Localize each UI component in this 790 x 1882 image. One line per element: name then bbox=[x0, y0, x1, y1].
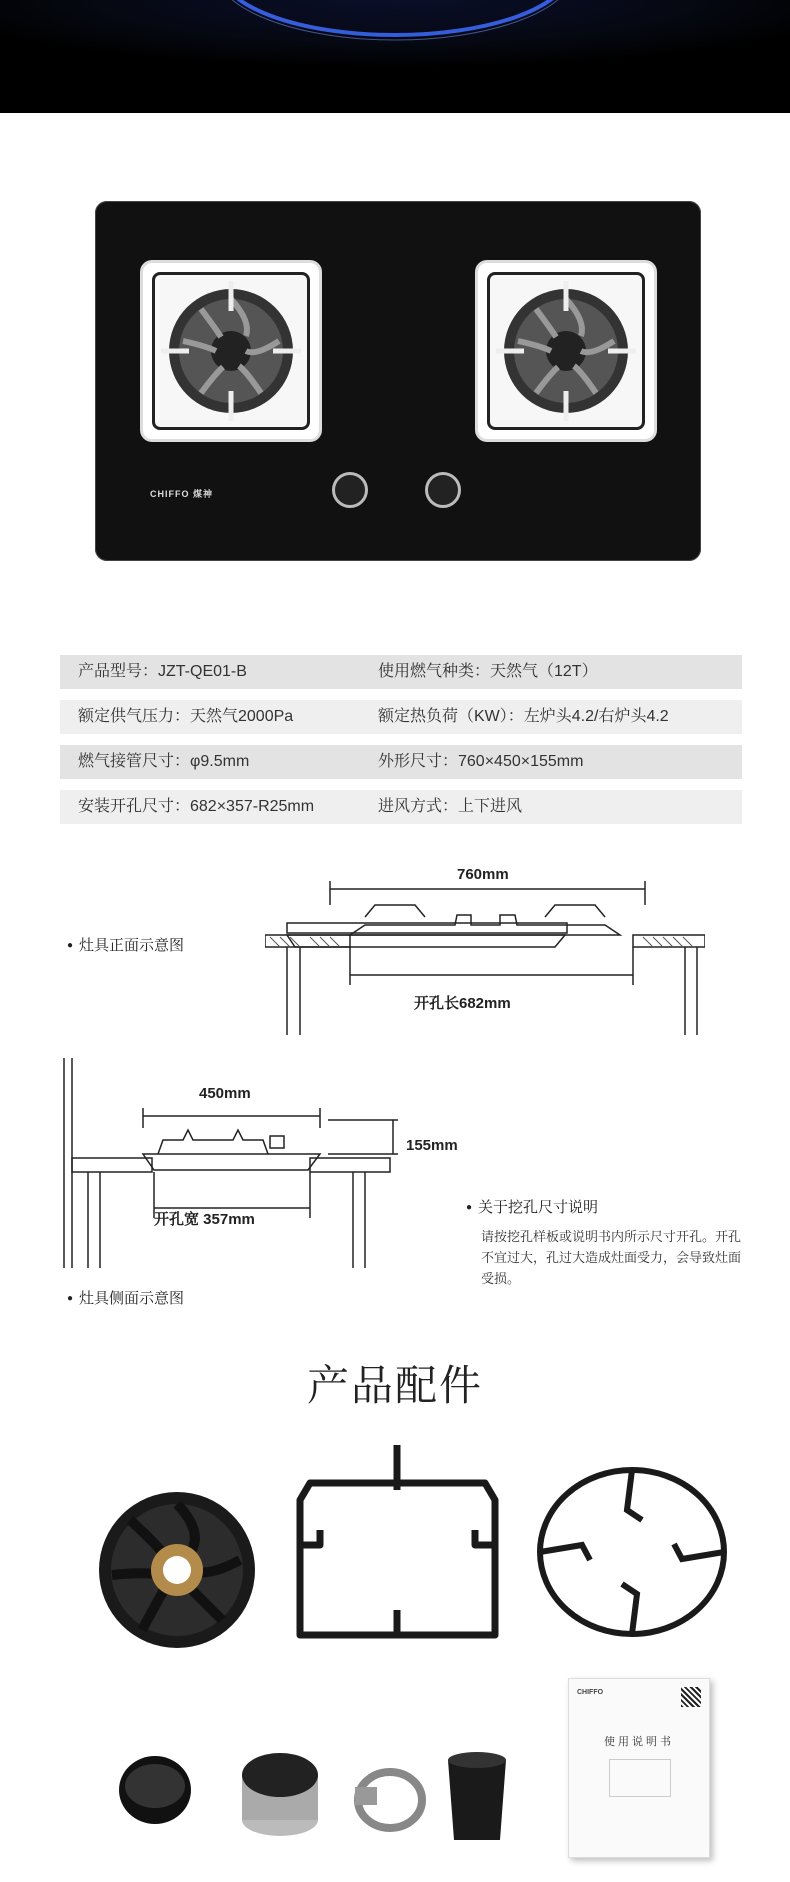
pan-support-square-icon bbox=[290, 1445, 505, 1650]
cooktop-photo bbox=[95, 201, 701, 561]
hero-banner bbox=[0, 0, 790, 113]
accessories-title: 产品配件 bbox=[306, 1362, 483, 1409]
hero-glow-graphic bbox=[0, 0, 790, 113]
left-knob bbox=[332, 472, 368, 508]
spec-cutout: 安装开孔尺寸：682×357-R25mm bbox=[78, 798, 315, 815]
spec-air-intake: 进风方式：上下进风 bbox=[378, 798, 523, 815]
side-hole-dimension: 开孔宽 357mm bbox=[154, 1211, 255, 1228]
knob-cap-black-icon bbox=[115, 1750, 195, 1830]
brand-logo: CHIFFO 煤神 bbox=[150, 489, 213, 499]
pan-support-round-icon bbox=[532, 1460, 732, 1640]
right-burner bbox=[475, 260, 657, 442]
front-hole-dimension: 开孔长682mm bbox=[414, 995, 511, 1012]
left-burner bbox=[140, 260, 322, 442]
manual-title: 使用说明书 bbox=[604, 1736, 674, 1748]
side-width-dimension: 450mm bbox=[199, 1085, 251, 1102]
front-diagram-label: ● 灶具正面示意图 bbox=[67, 934, 184, 955]
spec-pressure: 额定供气压力：天然气2000Pa bbox=[78, 708, 294, 725]
spec-row bbox=[60, 790, 742, 824]
spec-pipe-size: 燃气接管尺寸：φ9.5mm bbox=[78, 753, 250, 770]
spec-gas-type: 使用燃气种类：天然气（12T） bbox=[378, 663, 598, 680]
manual-brand: CHIFFO bbox=[577, 1689, 604, 1696]
gas-nozzle-sleeve-icon bbox=[442, 1750, 512, 1845]
cutout-note-title: ● 关于挖孔尺寸说明 bbox=[466, 1196, 598, 1217]
burner-cap-accessory-icon bbox=[92, 1490, 262, 1650]
spec-heat-load: 额定热负荷（KW）：左炉头4.2/右炉头4.2 bbox=[378, 708, 669, 725]
right-knob bbox=[425, 472, 461, 508]
spec-dimensions: 外形尺寸：760×450×155mm bbox=[378, 753, 584, 770]
side-diagram-label: ● 灶具侧面示意图 bbox=[67, 1287, 184, 1308]
qr-code-icon bbox=[681, 1687, 701, 1707]
left-burner-ring-icon bbox=[161, 281, 301, 421]
spec-row bbox=[60, 655, 742, 689]
manual-table-graphic bbox=[609, 1759, 671, 1797]
side-height-dimension: 155mm bbox=[406, 1137, 458, 1154]
knob-cap-silver-icon bbox=[235, 1745, 325, 1840]
instruction-manual bbox=[568, 1678, 710, 1858]
spec-row bbox=[60, 700, 742, 734]
spec-row bbox=[60, 745, 742, 779]
cutout-note-body: 请按挖孔样板或说明书内所示尺寸开孔。开孔不宜过大，孔过大造成灶面受力，会导致灶面受损。 bbox=[481, 1229, 742, 1286]
hose-clamp-icon bbox=[350, 1765, 430, 1835]
spec-model: 产品型号：JZT-QE01-B bbox=[78, 663, 247, 680]
right-burner-ring-icon bbox=[496, 281, 636, 421]
front-width-dimension: 760mm bbox=[457, 866, 509, 883]
